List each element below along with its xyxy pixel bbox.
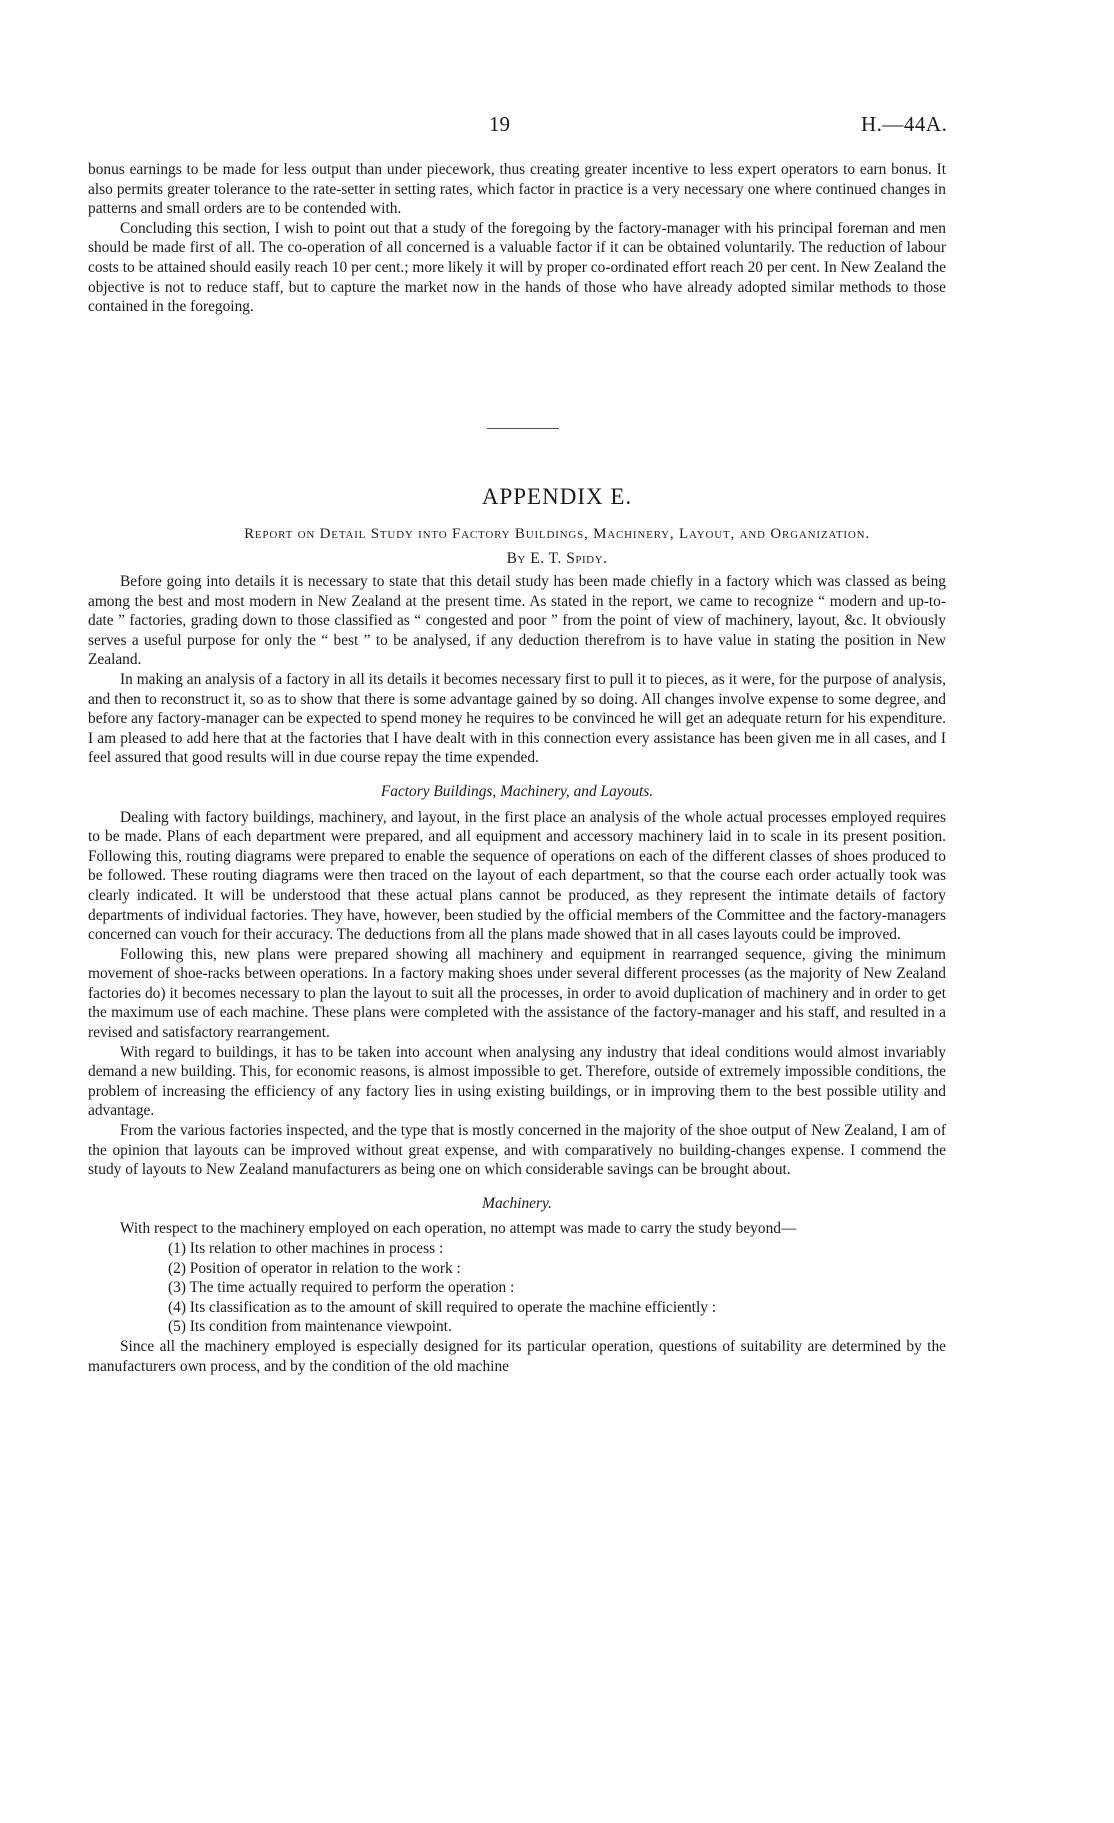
section-heading: Machinery.	[482, 1194, 552, 1212]
paragraph: From the various factories inspected, and the type that is mostly concerned in the majority of the shoe output of New Zealand, I am of the opinion that layouts can be improved without great expense, and with comparatively no building-changes expense. I commend the study of layouts to New Zealand manufacturers as being one on which considerable savings can be brought about.	[88, 1122, 946, 1179]
paragraph: With respect to the machinery employed on each operation, no attempt was made to carry the study beyond—	[120, 1220, 797, 1238]
paragraph: bonus earnings to be made for less output than under piecework, thus creating greater incentive to less expert operators to earn bonus. It also permits greater tolerance to the rate-setter in setting rates, which factor in practice is a very necessary one where continued changes in patterns and small orders are to be contended with.	[88, 161, 946, 218]
section-heading: Factory Buildings, Machinery, and Layouts.	[380, 782, 654, 800]
appendix-subtitle: Report on Detail Study into Factory Buildings, Machinery, Layout, and Organization.	[244, 526, 870, 542]
document-reference: H.—44A.	[861, 112, 948, 136]
list-item: (3) The time actually required to perform the operation :	[168, 1279, 515, 1297]
numbered-list	[88, 1239, 946, 1337]
paragraph: Concluding this section, I wish to point out that a study of the foregoing by the factory-manager with his principal foreman and men should be made first of all. The co-operation of all concerned is a valuable factor if it can be obtained voluntarily. The reduction of labour costs to be attained should easily reach 10 per cent.; more likely it will by proper co-ordinated effort reach 20 per cent. In New Zealand the objective is not to reduce staff, but to capture the market now in the hands of those who have already adopted similar methods to those contained in the foregoing.	[88, 219, 946, 316]
paragraph: Following this, new plans were prepared showing all machinery and equipment in rearranged sequence, giving the minimum movement of shoe-racks between operations. In a factory making shoes under several different processes (as the majority of New Zealand factories do) it becomes necessary to plan the layout to suit all the processes, in order to avoid duplication of machinery and in order to get the maximum use of each machine. These plans were completed with the assistance of the factory-manager and his staff, and resulted in a revised and satisfactory rearrangement.	[88, 945, 946, 1042]
paragraph: Dealing with factory buildings, machinery, and layout, in the first place an analysis of the whole actual processes employed requires to be made. Plans of each department were prepared, and all equipment and accessory machinery laid in to scale in its present position. Following this, routing diagrams were prepared to enable the sequence of operations on each of the different classes of shoes produced to be followed. These routing diagrams were then traced on the layout of each department, so that the course each order actually took was clearly indicated. It will be understood that these actual plans cannot be produced, as they represent the intimate details of factory departments of individual factories. They have, however, been studied by the official members of the Committee and the factory-managers concerned can vouch for their accuracy. The deductions from all the plans made showed that in all cases layouts could be improved.	[88, 808, 946, 944]
appendix-title: APPENDIX E.	[481, 484, 633, 509]
appendix-body	[88, 572, 946, 1376]
list-item: (5) Its condition from maintenance viewpoint.	[168, 1318, 452, 1336]
continued-section	[88, 160, 946, 317]
list-item: (1) Its relation to other machines in process :	[168, 1240, 444, 1257]
section-divider	[487, 428, 559, 429]
paragraph: In making an analysis of a factory in all its details it becomes necessary first to pull it to pieces, as it were, for the purpose of analysis, and then to reconstruct it, so as to show that there is some advantage gained by so doing. All changes involve expense to some degree, and before any factory-manager can be expected to spend money he requires to be convinced he will get an adequate return for his expenditure. I am pleased to add here that at the factories that I have dealt with in this connection every assistance has been given me in all cases, and I feel assured that good results will in due course repay the time expended.	[88, 670, 946, 767]
paragraph: Before going into details it is necessary to state that this detail study has been made chiefly in a factory which was classed as being among the best and most modern in New Zealand at the present time. As stated in the report, we came to recognize “ modern and up-to-date ” factories, grading down to those classified as “ congested and poor ” from the point of view of machinery, layout, &c. It obviously serves a useful purpose for only the “ best ” to be analysed, if any deduction therefrom is to have value in stating the position in New Zealand.	[88, 573, 946, 669]
paragraph: With regard to buildings, it has to be taken into account when analysing any industry that ideal conditions would almost invariably demand a new building. This, for economic reasons, is almost impossible to get. Therefore, outside of extremely impossible conditions, the problem of increasing the efficiency of any factory lies in using existing buildings, or in improving them to the best possible utility and advantage.	[88, 1043, 946, 1120]
author-byline: By E. T. Spidy.	[506, 550, 608, 567]
page-header	[0, 112, 1114, 138]
page-number: 19	[489, 112, 510, 136]
list-item: (2) Position of operator in relation to the work :	[168, 1259, 461, 1277]
paragraph: Since all the machinery employed is especially designed for its particular operation, questions of suitability are determined by the manufacturers own process, and by the condition of the old machine	[88, 1337, 946, 1375]
list-item: (4) Its classification as to the amount of skill required to operate the machine efficiently :	[168, 1298, 717, 1316]
